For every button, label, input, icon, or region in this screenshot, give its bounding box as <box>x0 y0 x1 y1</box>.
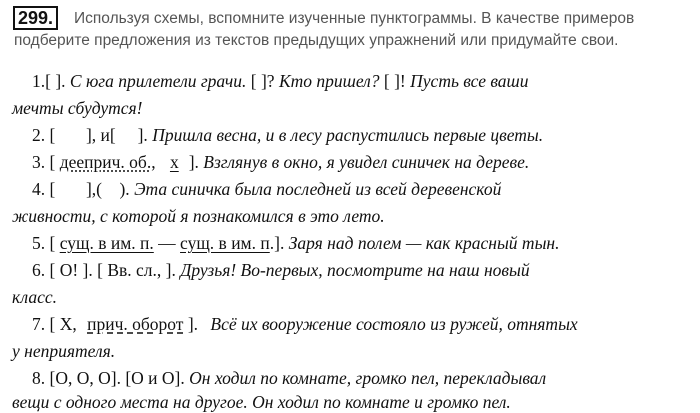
item-7-scheme-open: 7. [ X, <box>32 314 77 334</box>
item-5-scheme-close: .]. <box>269 233 285 253</box>
item-1-sentence-1: С юга прилетели грачи. <box>69 71 247 91</box>
item-5-dash: — <box>153 233 181 253</box>
item-1-scheme-c: [ ]! <box>383 71 406 91</box>
item-2-sentence: Пришла весна, и в лесу распустились первые цветы. <box>152 125 544 145</box>
item-3-participle-clause: дееприч. об. <box>59 152 152 172</box>
item-4-scheme: 4. [ ],( ). <box>32 179 130 199</box>
item-1-scheme: 1.[ ]. <box>32 71 66 91</box>
item-8-scheme: 8. [O, O, O]. [O и O]. <box>32 368 185 388</box>
item-6-sentence: Друзья! Во-первых, посмотрите на наш новый <box>180 260 530 280</box>
item-3-sentence: Взглянув в окно, я увидел синичек на дереве. <box>203 152 530 172</box>
item-7-sentence: Всё их вооружение состояло из ружей, отнятых <box>210 314 578 334</box>
item-1-scheme-b: [ ]? <box>250 71 275 91</box>
item-5-sentence: Заря над полем — как красный тын. <box>288 233 560 253</box>
item-3-comma: , <box>151 152 160 172</box>
item-7-continuation <box>12 340 115 362</box>
item-1-sentence-3: Пусть все ваши <box>410 71 529 91</box>
item-4 <box>32 178 501 200</box>
item-8 <box>32 367 546 389</box>
item-5-noun-2: сущ. в им. п <box>180 233 270 253</box>
item-5 <box>32 232 559 254</box>
item-4-continuation <box>12 205 385 227</box>
item-5-scheme-open: 5. [ <box>32 233 56 253</box>
task-number: 299. <box>13 6 58 30</box>
item-3-scheme-open: 3. [ <box>32 152 56 172</box>
item-6-continuation <box>12 286 57 308</box>
item-3-predicate-x: x <box>169 152 179 172</box>
item-5-noun-1: сущ. в им. п. <box>59 233 154 253</box>
item-7 <box>32 313 578 335</box>
item-6 <box>32 259 530 281</box>
item-8-sentence: Он ходил по комнате, громко пел, перекладывал <box>189 368 547 388</box>
item-1-sentence-2: Кто пришел? <box>278 71 380 91</box>
item-7-sentence-cont: у неприятеля. <box>12 341 116 361</box>
item-3-scheme-close: ]. <box>188 152 199 172</box>
instruction-line-1: Используя схемы, вспомните изученные пунктограммы. В качестве примеров <box>74 10 635 27</box>
item-1-continuation <box>12 97 143 119</box>
item-4-sentence: Эта синичка была последней из всей деревенской <box>134 179 502 199</box>
item-8-sentence-cont: вещи с одного места на другое. Он ходил по комнате и громко пел. <box>12 392 511 412</box>
item-1 <box>32 70 529 92</box>
item-8-continuation <box>12 391 511 413</box>
item-7-participle-clause: прич. оборот <box>87 314 184 334</box>
item-7-scheme-close: ]. <box>187 314 199 334</box>
item-2 <box>32 124 543 146</box>
item-3 <box>32 151 529 173</box>
item-6-scheme: 6. [ О! ]. [ Вв. сл., ]. <box>32 260 176 280</box>
instruction-line-2: подберите предложения из текстов предыдущих упражнений или придумайте свои. <box>14 32 619 49</box>
item-4-sentence-cont: живности, с которой я познакомился в это лето. <box>12 206 385 226</box>
item-1-sentence-3-cont: мечты сбудутся! <box>12 98 143 118</box>
item-2-scheme: 2. [ ], и[ ]. <box>32 125 148 145</box>
item-6-sentence-cont: класс. <box>12 287 58 307</box>
